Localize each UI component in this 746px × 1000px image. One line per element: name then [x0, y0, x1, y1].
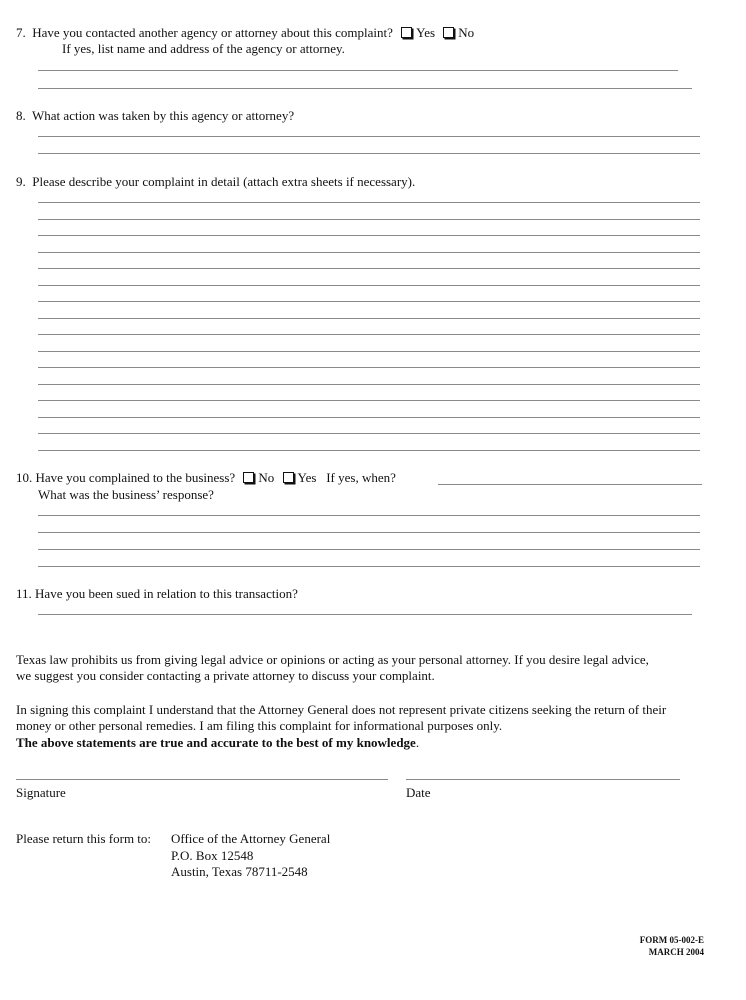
q9-question	[16, 174, 415, 189]
q10-question	[16, 470, 396, 485]
q8-question	[16, 108, 294, 123]
q9-answer-line[interactable]	[38, 334, 700, 335]
q7-answer-line-1[interactable]	[38, 70, 678, 71]
q9-answer-line[interactable]	[38, 384, 700, 385]
q10-answer-line[interactable]	[38, 515, 700, 516]
q9-answer-line[interactable]	[38, 268, 700, 269]
q10-answer-line[interactable]	[38, 549, 700, 550]
certification-statement	[16, 735, 419, 750]
q9-answer-line[interactable]	[38, 351, 700, 352]
q10-answer-line[interactable]	[38, 566, 700, 567]
q9-answer-line[interactable]	[38, 367, 700, 368]
return-address-line3: Austin, Texas 78711-2548	[171, 864, 308, 879]
q8-answer-line-1[interactable]	[38, 136, 700, 137]
q9-answer-line[interactable]	[38, 235, 700, 236]
q7-answer-line-2[interactable]	[38, 88, 692, 89]
q10-yes-checkbox[interactable]	[283, 472, 294, 483]
certification-bold: The above statements are true and accurate to the best of my knowledge	[16, 735, 416, 750]
signature-line[interactable]	[16, 779, 388, 780]
q8-text: What action was taken by this agency or attorney?	[32, 108, 295, 123]
q7-question	[16, 25, 474, 40]
q9-answer-line[interactable]	[38, 285, 700, 286]
q10-when-label: If yes, when?	[326, 470, 396, 485]
form-number: FORM 05-002-E	[639, 935, 704, 945]
date-line[interactable]	[406, 779, 680, 780]
q9-text: Please describe your complaint in detail (attach extra sheets if necessary).	[32, 174, 416, 189]
q10-yes-label: Yes	[297, 470, 317, 485]
q7-no-checkbox[interactable]	[443, 27, 454, 38]
q9-answer-line[interactable]	[38, 417, 700, 418]
q8-number: 8.	[16, 108, 26, 123]
q9-number: 9.	[16, 174, 26, 189]
certification-period: .	[415, 735, 420, 750]
q9-answer-line[interactable]	[38, 219, 700, 220]
notice-p1-line2: we suggest you consider contacting a private attorney to discuss your complaint.	[16, 668, 435, 683]
q9-answer-line[interactable]	[38, 400, 700, 401]
q11-question	[16, 586, 298, 601]
notice-p2-line1: In signing this complaint I understand that the Attorney General does not represent private citizens seeking the return of their	[16, 702, 667, 717]
q9-answer-line[interactable]	[38, 301, 700, 302]
q9-answer-line[interactable]	[38, 202, 700, 203]
signature-label: Signature	[16, 785, 66, 800]
q10-text: Have you complained to the business?	[35, 470, 236, 485]
q9-answer-line[interactable]	[38, 252, 700, 253]
return-address-line1: Office of the Attorney General	[171, 831, 331, 846]
q7-followup: If yes, list name and address of the agency or attorney.	[62, 41, 345, 56]
form-date: MARCH 2004	[648, 947, 704, 957]
notice-p2-line2: money or other personal remedies. I am filing this complaint for informational purposes only.	[16, 718, 503, 733]
q11-text: Have you been sued in relation to this transaction?	[35, 586, 298, 601]
return-address-line2: P.O. Box 12548	[171, 848, 254, 863]
q10-answer-line[interactable]	[38, 532, 700, 533]
q11-number: 11.	[16, 586, 32, 601]
q10-when-line[interactable]	[438, 484, 702, 485]
notice-p1-line1: Texas law prohibits us from giving legal advice or opinions or acting as your personal attorney. If you desire legal advice,	[16, 652, 649, 667]
return-label: Please return this form to:	[16, 831, 152, 846]
q7-yes-label: Yes	[416, 25, 436, 40]
q10-no-checkbox[interactable]	[243, 472, 254, 483]
q10-followup: What was the business’ response?	[38, 487, 214, 502]
q9-answer-line[interactable]	[38, 433, 700, 434]
q9-answer-line[interactable]	[38, 318, 700, 319]
date-label: Date	[406, 785, 431, 800]
q7-number: 7.	[16, 25, 26, 40]
q7-no-label: No	[458, 25, 475, 40]
q7-yes-checkbox[interactable]	[401, 27, 412, 38]
q10-no-label: No	[258, 470, 275, 485]
q10-number: 10.	[16, 470, 33, 485]
q8-answer-line-2[interactable]	[38, 153, 700, 154]
q11-answer-line[interactable]	[38, 614, 692, 615]
q9-answer-line[interactable]	[38, 450, 700, 451]
q7-text: Have you contacted another agency or attorney about this complaint?	[32, 25, 393, 40]
